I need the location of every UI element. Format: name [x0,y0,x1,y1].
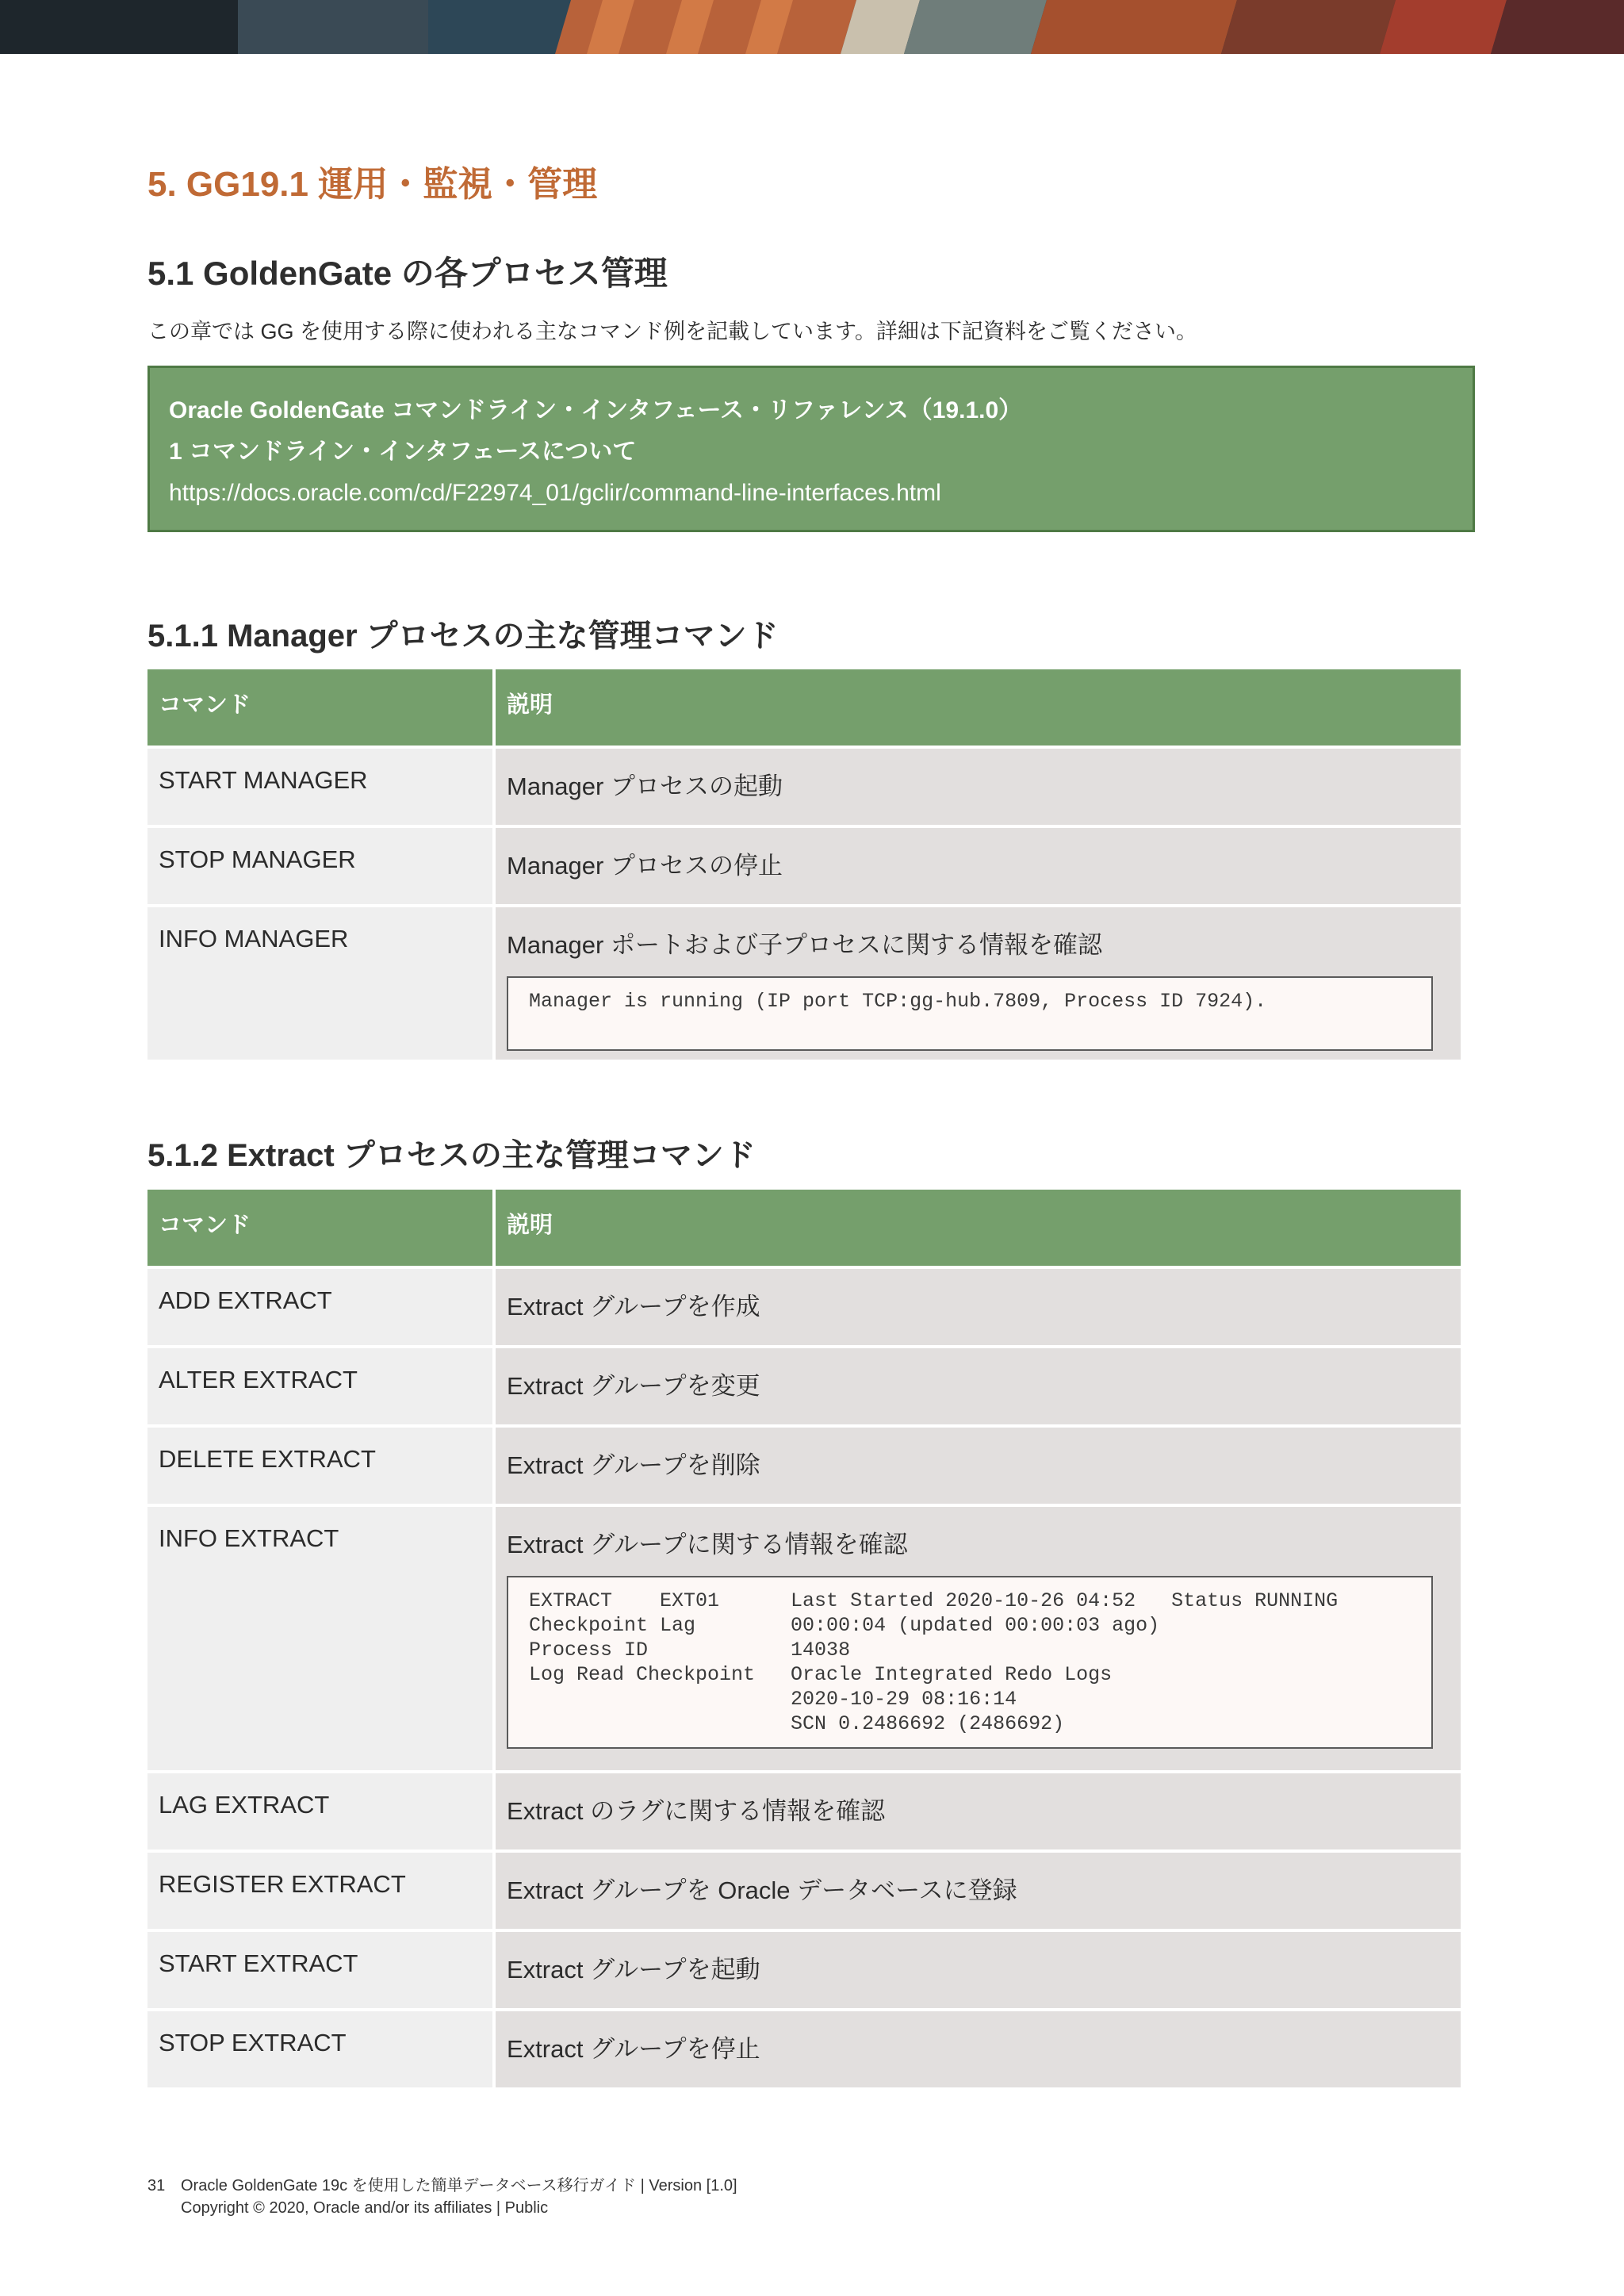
description-cell: Extract グループを停止 [496,2011,1461,2087]
reference-link[interactable]: https://docs.oracle.com/cd/F22974_01/gclir/command-line-interfaces.html [169,480,941,506]
command-cell: STOP EXTRACT [147,2011,492,2087]
column-header-description: 説明 [496,669,1461,746]
command-cell: DELETE EXTRACT [147,1428,492,1504]
table-row [147,1507,1461,1770]
table-row [147,828,1461,904]
command-output-box: Manager is running (IP port TCP:gg-hub.7809, Process ID 7924). [507,976,1433,1051]
command-cell: STOP MANAGER [147,828,492,904]
extract-heading: 5.1.2 Extract プロセスの主な管理コマンド [147,1138,756,1173]
description-text: Extract グループに関する情報を確認 [507,1531,908,1558]
command-cell: ADD EXTRACT [147,1269,492,1345]
table-row [147,749,1461,825]
reference-box [147,366,1475,532]
description-cell-with-output [496,1507,1461,1770]
command-cell: START EXTRACT [147,1932,492,2008]
table-header-row [147,1190,1461,1266]
table-header-row [147,669,1461,746]
description-cell: Extract グループを起動 [496,1932,1461,2008]
table-row [147,2011,1461,2087]
command-cell: INFO EXTRACT [147,1507,492,1770]
description-cell-with-output [496,907,1461,1060]
description-text: Manager ポートおよび子プロセスに関する情報を確認 [507,931,1102,959]
extract-command-table [147,1190,1461,2091]
command-cell: START MANAGER [147,749,492,825]
column-header-description: 説明 [496,1190,1461,1266]
reference-title: Oracle GoldenGate コマンドライン・インタフェース・リファレンス（19.1.0） [169,397,1023,424]
reference-chapter: 1 コマンドライン・インタフェースについて [169,439,637,465]
table-row [147,1348,1461,1424]
command-output-box: EXTRACT EXT01 Last Started 2020-10-26 04:52 Status RUNNING Checkpoint Lag 00:00:04 (updated 00:00:03 ago) Process ID 14038 Log Read Checkpoint Oracle Integrated Redo Logs 2020-10-29 08:16:14 SCN 0.2486692 (2486692) [507,1576,1433,1749]
footer-copyright: Copyright © 2020, Oracle and/or its affiliates | Public [181,2199,549,2217]
description-cell: Extract グループを削除 [496,1428,1461,1504]
description-cell: Extract のラグに関する情報を確認 [496,1773,1461,1849]
page-footer [147,2175,737,2219]
footer-doc-title: Oracle GoldenGate 19c を使用した簡単データベース移行ガイド | Version [1.0] [181,2177,737,2194]
column-header-command: コマンド [147,1190,492,1266]
table-row [147,1932,1461,2008]
command-cell: INFO MANAGER [147,907,492,1060]
command-cell: LAG EXTRACT [147,1773,492,1849]
table-row [147,1428,1461,1504]
section-title: 5. GG19.1 運用・監視・管理 [147,165,598,204]
table-row [147,1773,1461,1849]
page-number: 31 [147,2177,166,2194]
command-cell: REGISTER EXTRACT [147,1853,492,1929]
intro-text: この章では GG を使用する際に使われる主なコマンド例を記載しています。詳細は下記資料をご覧ください。 [147,320,1197,343]
column-header-command: コマンド [147,669,492,746]
banner-pattern [0,0,1624,54]
table-row [147,907,1461,1060]
header-banner [0,0,1624,54]
table-row [147,1269,1461,1345]
description-cell: Extract グループを作成 [496,1269,1461,1345]
description-cell: Extract グループを Oracle データベースに登録 [496,1853,1461,1929]
description-cell: Manager プロセスの停止 [496,828,1461,904]
command-cell: ALTER EXTRACT [147,1348,492,1424]
subsection-title: 5.1 GoldenGate の各プロセス管理 [147,255,668,292]
manager-heading: 5.1.1 Manager プロセスの主な管理コマンド [147,619,779,654]
table-row [147,1853,1461,1929]
description-cell: Extract グループを変更 [496,1348,1461,1424]
manager-command-table [147,669,1461,1063]
description-cell: Manager プロセスの起動 [496,749,1461,825]
